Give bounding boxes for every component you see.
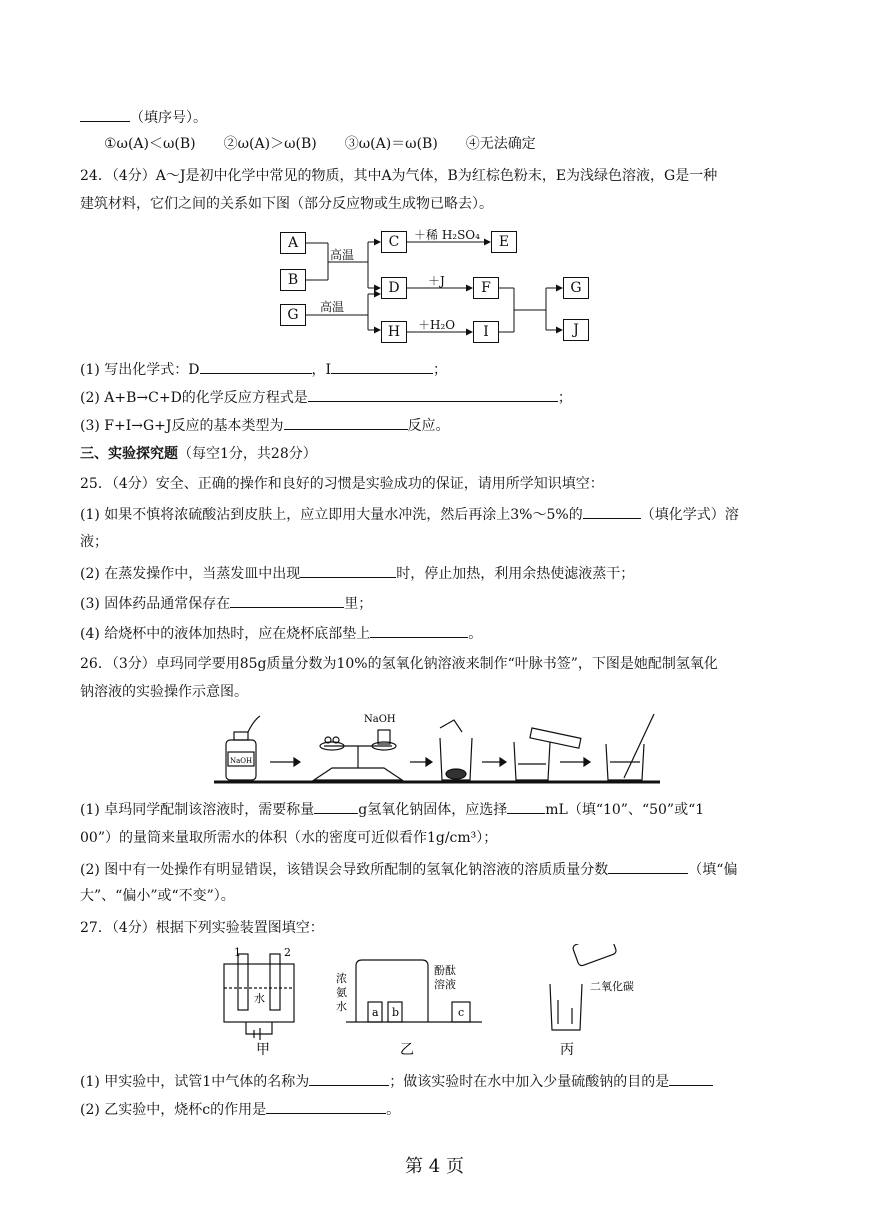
q27-figure [216, 944, 636, 1060]
answer-blank[interactable] [230, 592, 344, 608]
co2-label: 二氧化碳 [590, 980, 634, 993]
rongye-label: 溶液 [434, 978, 456, 991]
label-gaowen-2: 高温 [320, 300, 345, 314]
box-f: F [473, 277, 499, 299]
label-gaowen-1: 高温 [330, 248, 355, 262]
q26-figure [214, 712, 660, 788]
fenzhi-label: 酚酞 [434, 964, 456, 977]
q27: 27．（4分）根据下列实验装置图填空： [80, 920, 324, 936]
q24-flow-diagram [278, 228, 598, 348]
label-plus-h2o: ＋H₂O [418, 318, 456, 332]
q26-1: (1) 卓玛同学配制该溶液时，需要称量 g氢氧化钠固体，应选择 mL（填“10”、“50”或“1 [80, 798, 704, 820]
tube-2-label: 2 [284, 946, 291, 959]
q25: 25．（4分）安全、正确的操作和良好的习惯是实验成功的保证，请用所学知识填空： [80, 476, 604, 492]
answer-blank[interactable] [266, 1098, 386, 1114]
box-g-top: G [563, 277, 589, 299]
answer-blank[interactable] [608, 858, 688, 874]
q25-1: (1) 如果不慎将浓硫酸沾到皮肤上，应立即用大量水冲洗，然后再涂上3%～5%的 （填化学式）溶 [80, 503, 739, 525]
box-g: G [280, 304, 306, 326]
q24-line-b: 建筑材料，它们之间的关系如下图（部分反应物或生成物已略去）。 [80, 196, 493, 212]
bottle-label: NaOH [230, 757, 253, 765]
shui-label: 水 [336, 1000, 347, 1013]
box-j: J [563, 319, 589, 341]
answer-blank[interactable] [314, 798, 358, 814]
answer-blank[interactable] [300, 562, 396, 578]
q24-1: (1) 写出化学式：D ，I ； [80, 358, 447, 380]
beaker-b-label: b [392, 1006, 400, 1019]
options-line: ①ω(A)＜ω(B) ②ω(A)＞ω(B) ③ω(A)＝ω(B) ④无法确定 [104, 136, 536, 152]
answer-blank[interactable] [309, 1070, 389, 1086]
q24-2: (2) A+B→C+D的化学反应方程式是 ； [80, 386, 572, 408]
answer-blank[interactable] [507, 798, 545, 814]
box-c: C [381, 231, 407, 253]
q26-2b: 大”、“偏小”或“不变”）。 [80, 888, 235, 904]
section-3-heading: 三、实验探究题（每空1分，共28分） [80, 446, 317, 462]
naoh-preparation-steps [214, 712, 660, 788]
q24-line-a: 24．（4分）A～J是初中化学中常见的物质，其中A为气体，B为红棕色粉末，E为浅绿色溶液，G是一种 [80, 168, 718, 184]
q25-1b: 液； [80, 534, 108, 550]
water-label: 水 [254, 992, 265, 1005]
box-i: I [473, 321, 499, 343]
label-h2so4: ＋稀 H₂SO₄ [414, 228, 480, 242]
nong-label: 浓 [336, 972, 347, 985]
q26-1b: 00”）的量筒来量取所需水的体积（水的密度可近似看作1g/cm³）； [80, 830, 498, 846]
answer-blank[interactable] [284, 414, 408, 430]
box-e: E [491, 231, 517, 253]
beaker-c-label: c [458, 1006, 465, 1019]
q26-2: (2) 图中有一处操作有明显错误，该错误会导致所配制的氢氧化钠溶液的溶质质量分数 （填“偏 [80, 858, 737, 880]
label-plus-j: ＋J [428, 274, 445, 288]
answer-blank[interactable] [308, 386, 558, 402]
line-1: （填序号）。 [80, 106, 207, 128]
label-yi: 乙 [400, 1042, 414, 1058]
beaker-a-label: a [372, 1006, 379, 1019]
naoh-label: NaOH [364, 714, 396, 725]
q25-3: (3) 固体药品通常保存在 里； [80, 592, 372, 614]
an-label: 氨 [336, 986, 347, 999]
answer-blank[interactable] [669, 1070, 713, 1086]
box-d: D [381, 277, 407, 299]
q24-3: (3) F+I→G+J反应的基本类型为 反应。 [80, 414, 450, 436]
label-jia: 甲 [256, 1042, 270, 1058]
q25-2: (2) 在蒸发操作中，当蒸发皿中出现 时，停止加热，利用余热使滤液蒸干； [80, 562, 634, 584]
q26-b: 钠溶液的实验操作示意图。 [80, 684, 248, 700]
answer-blank[interactable] [370, 622, 468, 638]
q27-apparatus [216, 944, 636, 1060]
tube-1-label: 1 [234, 946, 241, 959]
box-a: A [280, 232, 306, 254]
label-bing: 丙 [560, 1042, 574, 1058]
q25-4: (4) 给烧杯中的液体加热时，应在烧杯底部垫上 。 [80, 622, 482, 644]
answer-blank[interactable] [80, 106, 130, 122]
q26-a: 26．（3分）卓玛同学要用85g质量分数为10%的氢氧化钠溶液来制作“叶脉书签”，下图是她配制氢氧化 [80, 656, 718, 672]
q27-1: (1) 甲实验中，试管1中气体的名称为 ；做该实验时在水中加入少量硫酸钠的目的是 [80, 1070, 713, 1092]
page-number: 第 4 页 [405, 1156, 464, 1177]
box-b: B [280, 269, 306, 291]
box-h: H [381, 321, 407, 343]
answer-blank[interactable] [200, 358, 312, 374]
q27-2: (2) 乙实验中，烧杯c的作用是 。 [80, 1098, 400, 1120]
answer-blank[interactable] [583, 503, 641, 519]
answer-blank[interactable] [331, 358, 433, 374]
